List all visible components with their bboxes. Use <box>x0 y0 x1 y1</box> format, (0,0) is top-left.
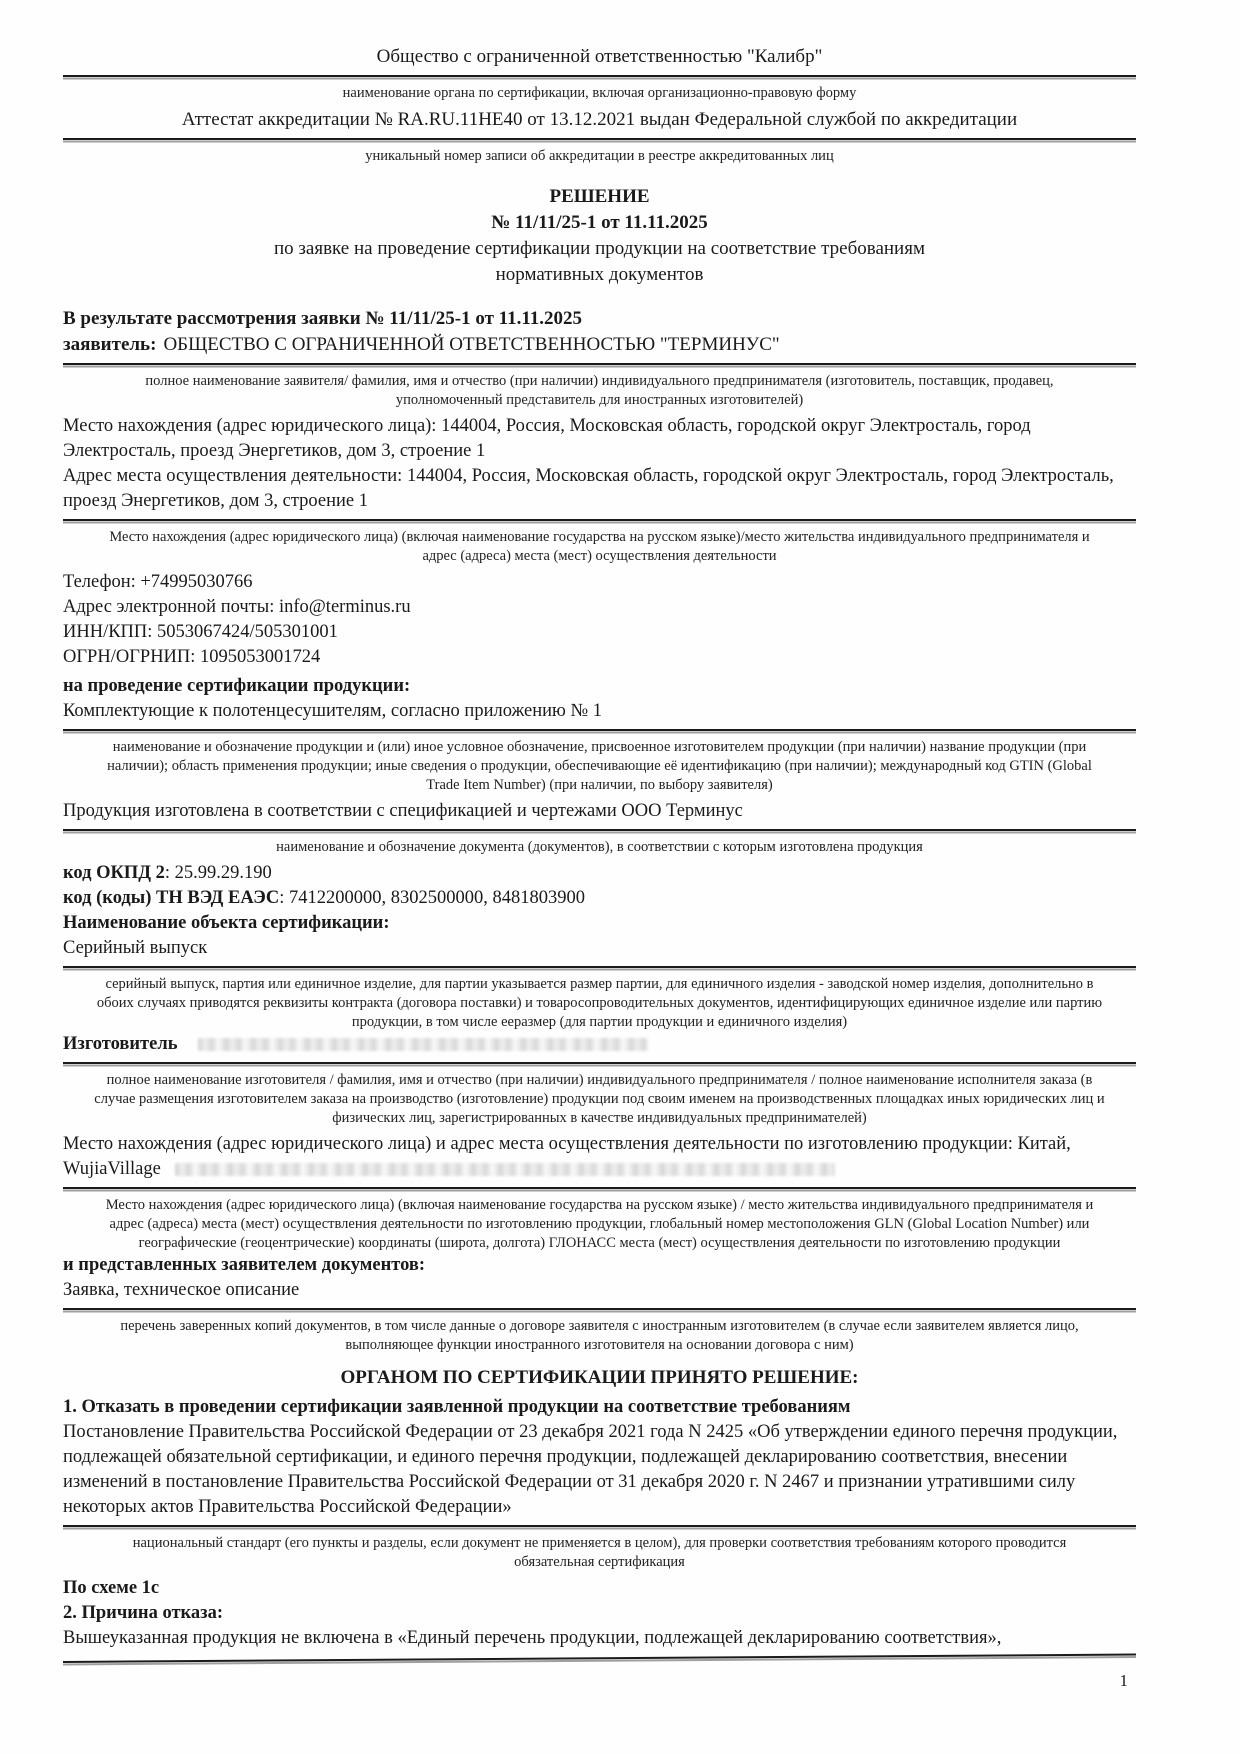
refusal-item-body: Постановление Правительства Российской Федерации от 23 декабря 2021 года N 2425 «Об утверждении единого перечня продукции, подлежащей обязательной сертификации, и единого перечня продукции, подлежащей декларированию соответствия, внесении изменений в постановление Правительства Российской Федерации от 31 декабря 2020 г. N 2467 и признании утратившими силу некоторых актов Правительства Российской Федерации» <box>63 1422 1118 1517</box>
divider <box>63 729 1136 731</box>
decision-subtitle-1: по заявке на проведение сертификации продукции на соответствие требованиям <box>273 238 925 259</box>
okpd-code-label: код ОКПД 2 <box>63 863 165 883</box>
submitted-documents-caption: перечень заверенных копий документов, в том числе данные о договоре заявителя с иностранным изготовителем (в случае если заявителем является лицо, выполняющее функции иностранного изготовителя на основании договора с ним) <box>120 1318 1079 1353</box>
inn-kpp-line: ИНН/КПП: 5053067424/505301001 <box>63 622 338 642</box>
divider <box>63 519 1136 521</box>
activity-address-line: Адрес места осуществления деятельности: 144004, Россия, Московская область, городской округ Электросталь, город Электросталь, проезд Энергетиков, дом 3, строение 1 <box>63 466 1114 511</box>
decision-heading: ОРГАНОМ ПО СЕРТИФИКАЦИИ ПРИНЯТО РЕШЕНИЕ: <box>340 1367 859 1388</box>
tnved-code-value: : 7412200000, 8302500000, 8481803900 <box>279 888 585 908</box>
page-number: 1 <box>1119 1671 1128 1690</box>
submitted-documents-value: Заявка, техническое описание <box>63 1280 300 1300</box>
divider <box>63 138 1136 140</box>
decision-title: РЕШЕНИЕ <box>549 186 650 207</box>
product-spec-caption: наименование и обозначение документа (документов), в соответствии с которым изготовлена продукция <box>276 839 923 855</box>
divider <box>63 1062 1136 1064</box>
product-name: Комплектующие к полотенцесушителям, согласно приложению № 1 <box>63 701 603 721</box>
applicant-caption: полное наименование заявителя/ фамилия, имя и отчество (при наличии) индивидуального предпринимателя (изготовитель, поставщик, продавец, уполномоченный представитель для иностранных изготовителей) <box>145 373 1054 408</box>
email-line: Адрес электронной почты: info@terminus.ru <box>63 597 411 617</box>
product-name-caption: наименование и обозначение продукции и (или) иное условное обозначение, присвоенное изготовителем продукции (при наличии) название продукции (при наличии); область применения продукции; иные сведения о продукции, обеспечивающие её идентификацию (при наличии); международный код GTIN (Global Trade Item Number) (при наличии, по выбору заявителя) <box>107 739 1092 793</box>
address-caption: Место нахождения (адрес юридического лица) (включая наименование государства на русском языке)/место жительства индивидуального предпринимателя и адрес (адреса) места (мест) осуществления деятельности <box>109 529 1090 564</box>
divider <box>63 75 1136 77</box>
faded-ghost-text <box>175 1163 835 1176</box>
product-spec-line: Продукция изготовлена в соответствии с спецификацией и чертежами ООО Терминус <box>63 801 743 821</box>
certification-body-name: Общество с ограниченной ответственностью "Калибр" <box>376 46 823 67</box>
refusal-reason-body: Вышеуказанная продукция не включена в «Единый перечень продукции, подлежащей декларированию соответствия», <box>63 1628 1002 1648</box>
manufacturer-label: Изготовитель <box>63 1034 178 1054</box>
certification-object-caption: серийный выпуск, партия или единичное изделие, для партии указывается размер партии, для единичного изделия - заводской номер изделия, дополнительно в обоих случаях приводятся реквизиты контракта (договора поставки) и товаросопроводительных документов, идентифицирующих единичное изделие или партию продукции, в том числе ееразмер (для партии продукции и единичного изделия) <box>96 976 1103 1030</box>
applicant-name: ОБЩЕСТВО С ОГРАНИЧЕННОЙ ОТВЕТСТВЕННОСТЬЮ "ТЕРМИНУС" <box>163 334 780 355</box>
accreditation-caption: уникальный номер записи об аккредитации в реестре аккредитованных лиц <box>365 148 834 164</box>
certification-body-caption: наименование органа по сертификации, включая организационно-правовую форму <box>342 85 857 101</box>
divider <box>63 829 1136 831</box>
manufacturer-address-line <box>63 1132 1136 1182</box>
application-review-line: В результате рассмотрения заявки № 11/11/25-1 от 11.11.2025 <box>63 308 583 329</box>
submitted-documents-label: и представленных заявителем документов: <box>63 1255 426 1275</box>
tnved-code-label: код (коды) ТН ВЭД ЕАЭС <box>63 888 280 908</box>
accreditation-line: Аттестат аккредитации № RA.RU.11НЕ40 от 13.12.2021 выдан Федеральной службой по аккредитации <box>181 109 1018 130</box>
divider <box>63 1525 1136 1527</box>
manufacturer-address: Место нахождения (адрес юридического лица) и адрес места осуществления деятельности по изготовлению продукции: Китай, WujiaVillage <box>63 1134 1071 1179</box>
applicant-label: заявитель: <box>63 334 157 355</box>
okpd-code-value: : 25.99.29.190 <box>164 863 272 883</box>
faded-ghost-text <box>198 1038 648 1051</box>
refusal-item-title: 1. Отказать в проведении сертификации заявленной продукции на соответствие требованиям <box>63 1397 851 1417</box>
divider <box>63 1187 1136 1189</box>
divider <box>63 1308 1136 1310</box>
tnved-code-line <box>63 886 1136 911</box>
ogrn-line: ОГРН/ОГРНИП: 1095053001724 <box>63 647 321 667</box>
decision-subtitle-2: нормативных документов <box>495 264 704 285</box>
scheme-line: По схеме 1с <box>63 1578 160 1598</box>
certification-scope-label: на проведение сертификации продукции: <box>63 676 411 696</box>
applicant-line <box>63 332 1136 358</box>
refusal-item-caption: национальный стандарт (его пункты и разделы, если документ не применяется в целом), для проверки соответствия требованиям которого проводится обязательная сертификация <box>132 1535 1067 1570</box>
certification-object-value: Серийный выпуск <box>63 938 208 958</box>
certification-object-label: Наименование объекта сертификации: <box>63 913 390 933</box>
legal-address-line: Место нахождения (адрес юридического лица): 144004, Россия, Московская область, городской округ Электросталь, город Электросталь, проезд Энергетиков, дом 3, строение 1 <box>63 416 1031 461</box>
footer-divider <box>63 1654 1136 1663</box>
refusal-reason-title: 2. Причина отказа: <box>63 1603 224 1623</box>
phone-line: Телефон: +74995030766 <box>63 572 253 592</box>
okpd-code-line <box>63 861 1136 886</box>
decision-number: № 11/11/25-1 от 11.11.2025 <box>491 212 708 233</box>
manufacturer-address-caption: Место нахождения (адрес юридического лица) (включая наименование государства на русском языке) / место жительства индивидуального предпринимателя и адрес (адреса) места (мест) осуществления деятельности по изготовлению продукции, глобальный номер местоположения GLN (Global Location Number) или географические (геоцентрические) координаты (широта, долгота) ГЛОНАСС места (мест) осуществления деятельности по изготовлению продукции <box>105 1197 1094 1251</box>
divider <box>63 363 1136 365</box>
manufacturer-caption: полное наименование изготовителя / фамилия, имя и отчество (при наличии) индивидуального предпринимателя / полное наименование исполнителя заказа (в случае размещения изготовителем заказа на производство (изготовление) продукции под своим именем на производственных площадках иных юридических лиц и физических лиц, зарегистрированных в качестве индивидуальных предпринимателей) <box>94 1072 1105 1126</box>
manufacturer-line <box>63 1032 1136 1057</box>
divider <box>63 966 1136 968</box>
